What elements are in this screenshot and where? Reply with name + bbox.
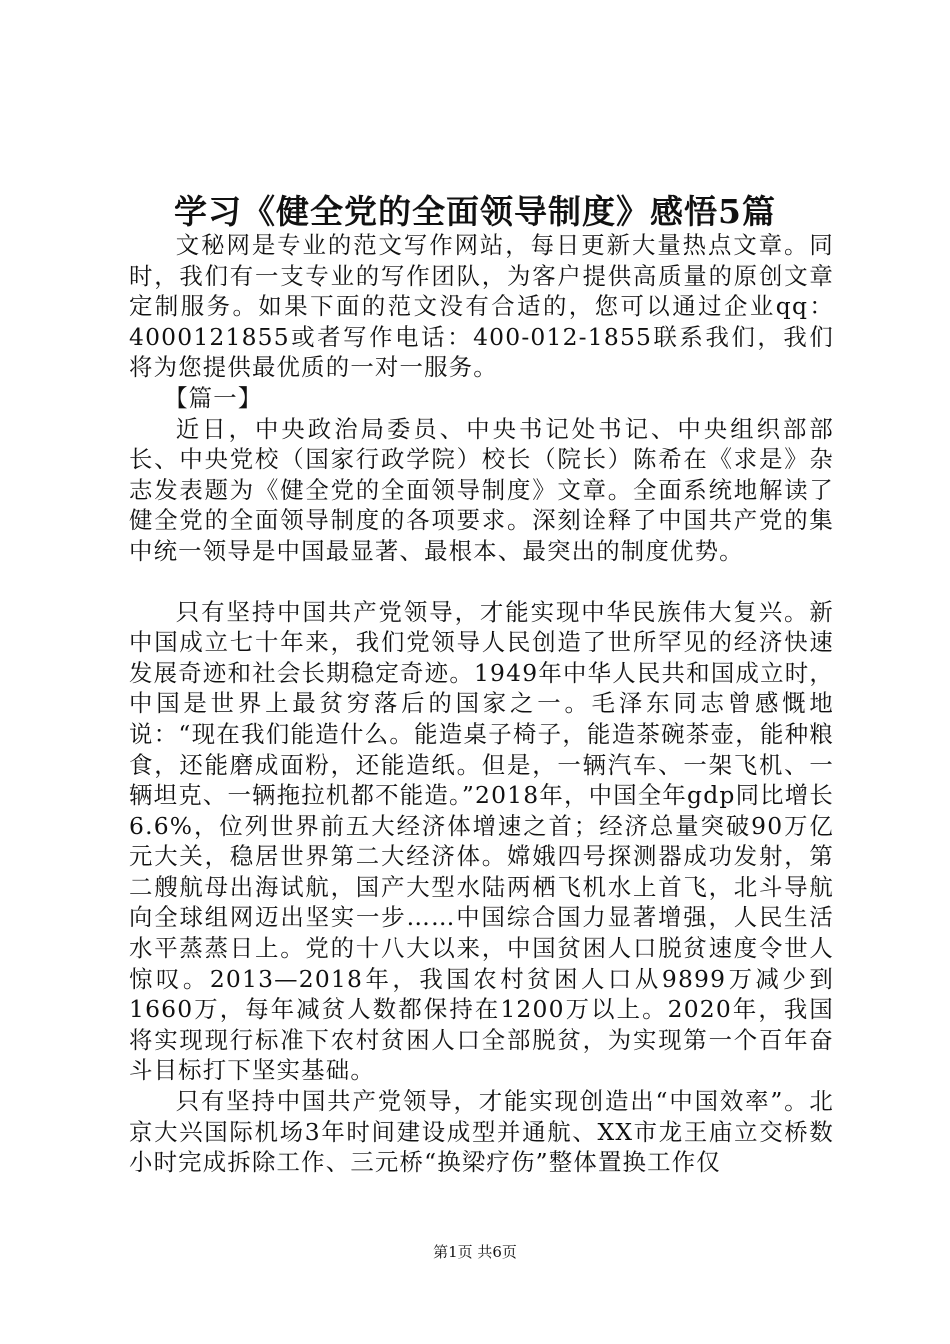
document-body — [129, 230, 834, 1178]
body-paragraph: 只有坚持中国共产党领导，才能实现创造出“中国效率”。北京大兴国际机场3年时间建设成型并通航、XX市龙王庙立交桥数小时完成拆除工作、三元桥“换梁疗伤”整体置换工作仅 — [129, 1087, 834, 1177]
document-title: 学习《健全党的全面领导制度》感悟5篇 — [174, 192, 776, 231]
intro-paragraph: 文秘网是专业的范文写作网站，每日更新大量热点文章。同时，我们有一支专业的写作团队，为客户提供高质量的原创文章定制服务。如果下面的范文没有合适的，您可以通过企业qq：4000121855或者写作电话：400-012-1855联系我们，我们将为您提供最优质的一对一服务。 — [129, 231, 834, 382]
page-number-footer: 第1页 共6页 — [433, 1243, 517, 1261]
body-paragraph: 只有坚持中国共产党领导，才能实现中华民族伟大复兴。新中国成立七十年来，我们党领导人民创造了世所罕见的经济快速发展奇迹和社会长期稳定奇迹。1949年中华人民共和国成立时，中国是世界上最贫穷落后的国家之一。毛泽东同志曾感慨地说：“现在我们能造什么。能造桌子椅子，能造茶碗茶壶，能种粮食，还能磨成面粉，还能造纸。但是，一辆汽车、一架飞机、一辆坦克、一辆拖拉机都不能造。”2018年，中国全年gdp同比增长6.6%，位列世界前五大经济体增速之首；经济总量突破90万亿元大关，稳居世界第二大经济体。嫦娥四号探测器成功发射，第二艘航母出海试航，国产大型水陆两栖飞机水上首飞，北斗导航向全球组网迈出坚实一步……中国综合国力显著增强，人民生活水平蒸蒸日上。党的十八大以来，中国贫困人口脱贫速度令世人惊叹。2013—2018年，我国农村贫困人口从9899万减少到1660万，每年减贫人数都保持在1200万以上。2020年，我国将实现现行标准下农村贫困人口全部脱贫，为实现第一个百年奋斗目标打下坚实基础。 — [129, 597, 834, 1085]
chapter-label: 【篇一】 — [164, 383, 263, 412]
body-paragraph: 近日，中央政治局委员、中央书记处书记、中央组织部部长、中央党校（国家行政学院）校长（院长）陈希在《求是》杂志发表题为《健全党的全面领导制度》文章。全面系统地解读了健全党的全面领导制度的各项要求。深刻诠释了中国共产党的集中统一领导是中国最显著、最根本、最突出的制度优势。 — [129, 414, 834, 565]
